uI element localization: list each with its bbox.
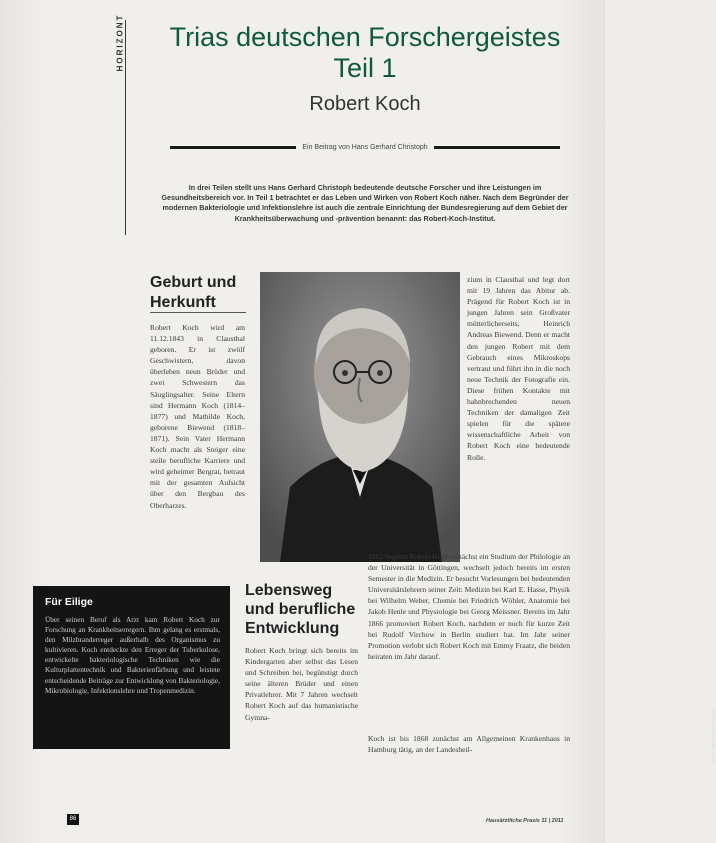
sidebar-text: Über seinen Beruf als Arzt kam Robert Koch zur Forschung an Krankheitserregern. Ihm gelang es erstmals, den Milzbranderreger außerhalb des Organismus zu kultivieren. Koch entdeckte den Erreger der Tuberkulose, entwickelte bakteriologische Techniken wie die Kulturplattentechnik und Bakterienfärbung und leistete entscheidende Beiträge zur Entwicklung von Bakteriologie, Mikrobiologie, Infektionslehre und Tropenmedizin. bbox=[45, 615, 220, 695]
sidebar-title: Für Eilige bbox=[45, 596, 93, 608]
photo-credit: Foto: Wikimedia Commons bbox=[711, 707, 716, 762]
article-subtitle: Robert Koch bbox=[309, 93, 421, 115]
byline-rule-right bbox=[434, 146, 560, 149]
vertical-divider bbox=[125, 20, 126, 235]
text-column-right-top: zium in Clausthal und legt dort mit 19 Jahren das Abitur ab. Prägend für Robert Koch ist in jungen Jahren sein Großvater mütterlicherseits, Heinrich Andreas Biewend. Denn er macht den jungen Robert mit dem Gebrauch eines Mikroskops vertraut und führt ihn in die noch neue Technik der Fotografie ein. Diese frühen Kontakte mit bahnbrechenden neuen Techniken der damaligen Zeit spielen für die spätere wissenschaftliche Arbeit von Robert Koch eine bedeutende Rolle. bbox=[467, 275, 570, 462]
heading-rule bbox=[150, 312, 246, 313]
title-line-2: Teil 1 bbox=[333, 53, 397, 83]
text-column-left: Robert Koch wird am 11.12.1843 in Clausthal geboren. Er ist zwölf Geschwistern, davon überleben neun Brüder und zwei Schwestern das Säuglingsalter. Seine Eltern sind Hermann Koch (1814–1877) und Mathilde Koch, geborene Biewend (1818–1871). Sein Vater Hermann Koch macht als Steiger eine steile berufliche Karriere und wird geheimer Bergrat, betraut mit der gesamten Aufsicht über den Bergbau des Oberharzes. bbox=[150, 323, 245, 510]
heading-text: Geburt und Herkunft bbox=[150, 274, 237, 311]
section-heading-geburt bbox=[150, 273, 250, 313]
sidebar-fuer-eilige bbox=[33, 586, 230, 749]
title-line-1: Trias deutschen Forschergeistes bbox=[169, 22, 561, 52]
text-column-right-continued: 1862 beginnt Robert Koch zunächst ein Studium der Philologie an der Universität in Göttingen, wechselt jedoch bereits im ersten Semester in die Medizin. Er besucht Vorlesungen bei bedeutenden Universitätslehrern seiner Zeit: Medizin bei Karl E. Hasse, Physik bei Wilhelm Weber, Chemie bei Friedrich Wöhler, Anatomie bei Jakob Henle und Physiologie bei Georg Meissner. Bereits im Jahr 1866 promoviert Robert Koch, nachdem er noch für kurze Zeit bei Rudolf Virchow in Berlin studiert hat. Im Jahr seiner Promotion verlobt sich Robert Koch mit Emmy Fraatz, die beiden heiraten im Jahr darauf. bbox=[368, 552, 570, 661]
text-column-middle: Robert Koch bringt sich bereits im Kindergarten aber selbst das Lesen und Schreiben bei, begünstigt durch seine älteren Brüder und einen Privatlehrer. Mit 7 Jahren wechselt Robert Koch auf das humanistische Gymna- bbox=[245, 646, 358, 722]
text-column-right-bottom: Koch ist bis 1868 zunächst am Allgemeinen Krankenhaus in Hamburg tätig, an der Landesheil- bbox=[368, 734, 570, 755]
journal-footer: Hausärztliche Praxis 11 | 2011 bbox=[486, 818, 564, 824]
byline: Ein Beitrag von Hans Gerhard Christoph bbox=[302, 143, 428, 151]
intro-paragraph: In drei Teilen stellt uns Hans Gerhard Christoph bedeutende deutsche Forscher und ihre Leistungen im Gesundheitsbereich vor. In Teil 1 betrachtet er das Leben und Wirken von Robert Koch näher. Nach dem Begründer der modernen Bakteriologie und Infektionslehre ist auch die zentrale Einrichtung der Bundesregierung auf dem Gebiet der Krankheitsüberwachung und -prävention benannt: das Robert-Koch-Institut. bbox=[161, 183, 569, 223]
byline-rule-left bbox=[170, 146, 296, 149]
page-number: 86 bbox=[67, 814, 79, 825]
article-title bbox=[130, 22, 600, 84]
section-heading-lebensweg: Lebensweg und berufliche Entwicklung bbox=[245, 582, 356, 637]
byline-row bbox=[170, 140, 560, 154]
section-label: HORIZONT bbox=[115, 13, 125, 72]
portrait-image bbox=[260, 272, 460, 562]
